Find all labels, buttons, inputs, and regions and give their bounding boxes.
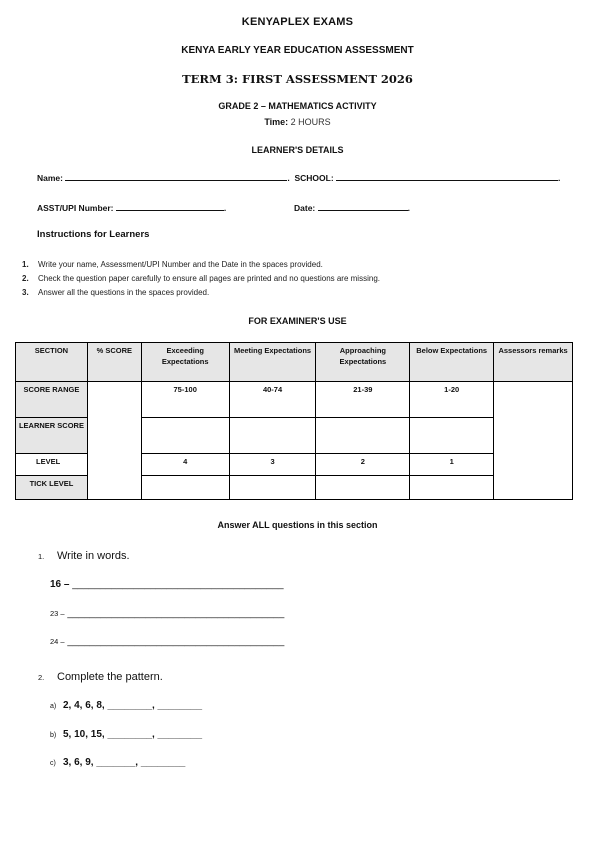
- answer-blank[interactable]: _______________________________________: [67, 636, 285, 647]
- question-1-item[interactable]: 23 – _______________________________________: [50, 608, 285, 619]
- score-range-cell: 75-100: [141, 382, 229, 418]
- question-text: Complete the pattern.: [57, 671, 163, 683]
- row-label-level: LEVEL: [16, 454, 88, 476]
- learner-score-cell[interactable]: [229, 418, 316, 454]
- date-field[interactable]: [318, 202, 408, 211]
- answer-blank[interactable]: ______________________________________: [72, 579, 284, 590]
- header-below: Below Expectations: [410, 343, 494, 382]
- table-row: [16, 382, 573, 418]
- grade-title: GRADE 2 – MATHEMATICS ACTIVITY: [218, 101, 377, 111]
- tick-level-cell[interactable]: [316, 476, 410, 500]
- learner-details-heading: LEARNER'S DETAILS: [251, 145, 344, 155]
- question-2-item[interactable]: a) 2, 4, 6, 8, ________, ________: [50, 700, 203, 711]
- instruction-item: 1. Write your name, Assessment/UPI Number and the Date in the spaces provided.: [22, 260, 323, 269]
- row-label-learner-score: LEARNER SCORE: [16, 418, 88, 454]
- instruction-item: 3. Answer all the questions in the spaces provided.: [22, 288, 210, 297]
- question-1: [38, 550, 130, 562]
- time-label: Time:: [264, 117, 289, 127]
- question-1-item[interactable]: 16 – ______________________________________: [50, 579, 284, 590]
- learner-score-cell[interactable]: [141, 418, 229, 454]
- question-number: 1.: [38, 552, 45, 561]
- examiner-heading: FOR EXAMINER'S USE: [248, 316, 347, 326]
- learner-score-cell[interactable]: [410, 418, 494, 454]
- question-2-item[interactable]: c) 3, 6, 9, _______, ________: [50, 757, 186, 768]
- date-label-wrap: Date: .: [294, 203, 411, 213]
- level-cell: 2: [316, 454, 410, 476]
- header-approaching: Approaching Expectations: [316, 343, 410, 382]
- asst-number-field[interactable]: [116, 202, 224, 211]
- time-line: [0, 117, 595, 127]
- assessment-title: KENYA EARLY YEAR EDUCATION ASSESSMENT: [181, 45, 414, 56]
- row-label-score-range: SCORE RANGE: [16, 382, 88, 418]
- percent-score-cell[interactable]: [87, 382, 141, 500]
- instructions-title: Instructions for Learners: [37, 229, 150, 240]
- tick-level-cell[interactable]: [410, 476, 494, 500]
- term-title: TERM 3: FIRST ASSESSMENT 2026: [182, 72, 413, 86]
- question-2: [38, 671, 163, 683]
- assessors-remarks-cell[interactable]: [494, 382, 573, 500]
- name-row: Name: . SCHOOL: .: [37, 173, 561, 183]
- answer-blank[interactable]: _______________________________________: [67, 608, 285, 619]
- tick-level-cell[interactable]: [141, 476, 229, 500]
- level-cell: 4: [141, 454, 229, 476]
- score-range-cell: 40-74: [229, 382, 316, 418]
- asst-label: ASST/UPI Number:: [37, 203, 114, 213]
- row-label-tick-level: TICK LEVEL: [16, 476, 88, 500]
- date-label: Date:: [294, 203, 316, 213]
- header-meeting: Meeting Expectations: [229, 343, 316, 382]
- score-range-cell: 1-20: [410, 382, 494, 418]
- examiner-table: [15, 342, 573, 500]
- learner-score-cell[interactable]: [316, 418, 410, 454]
- header-exceeding: Exceeding Expectations: [141, 343, 229, 382]
- header-score: % SCORE: [87, 343, 141, 382]
- score-range-cell: 21-39: [316, 382, 410, 418]
- tick-level-cell[interactable]: [229, 476, 316, 500]
- table-header-row: [16, 343, 573, 382]
- header-section: SECTION: [16, 343, 88, 382]
- header-remarks: Assessors remarks: [494, 343, 573, 382]
- school-field[interactable]: [336, 172, 558, 181]
- school-label: SCHOOL:: [294, 173, 334, 183]
- instruction-item: 2. Check the question paper carefully to ensure all pages are printed and no questions are missing.: [22, 274, 380, 283]
- time-value: 2 HOURS: [290, 117, 331, 127]
- question-text: Write in words.: [57, 550, 130, 562]
- question-1-item[interactable]: 24 – _______________________________________: [50, 636, 285, 647]
- asst-label-wrap: ASST/UPI Number: .: [37, 203, 227, 213]
- level-cell: 3: [229, 454, 316, 476]
- question-number: 2.: [38, 673, 45, 682]
- section-instruction: Answer ALL questions in this section: [217, 520, 378, 530]
- org-title: KENYAPLEX EXAMS: [241, 16, 354, 28]
- name-field[interactable]: [65, 172, 287, 181]
- level-cell: 1: [410, 454, 494, 476]
- name-label: Name:: [37, 173, 63, 183]
- question-2-item[interactable]: b) 5, 10, 15, ________, ________: [50, 729, 203, 740]
